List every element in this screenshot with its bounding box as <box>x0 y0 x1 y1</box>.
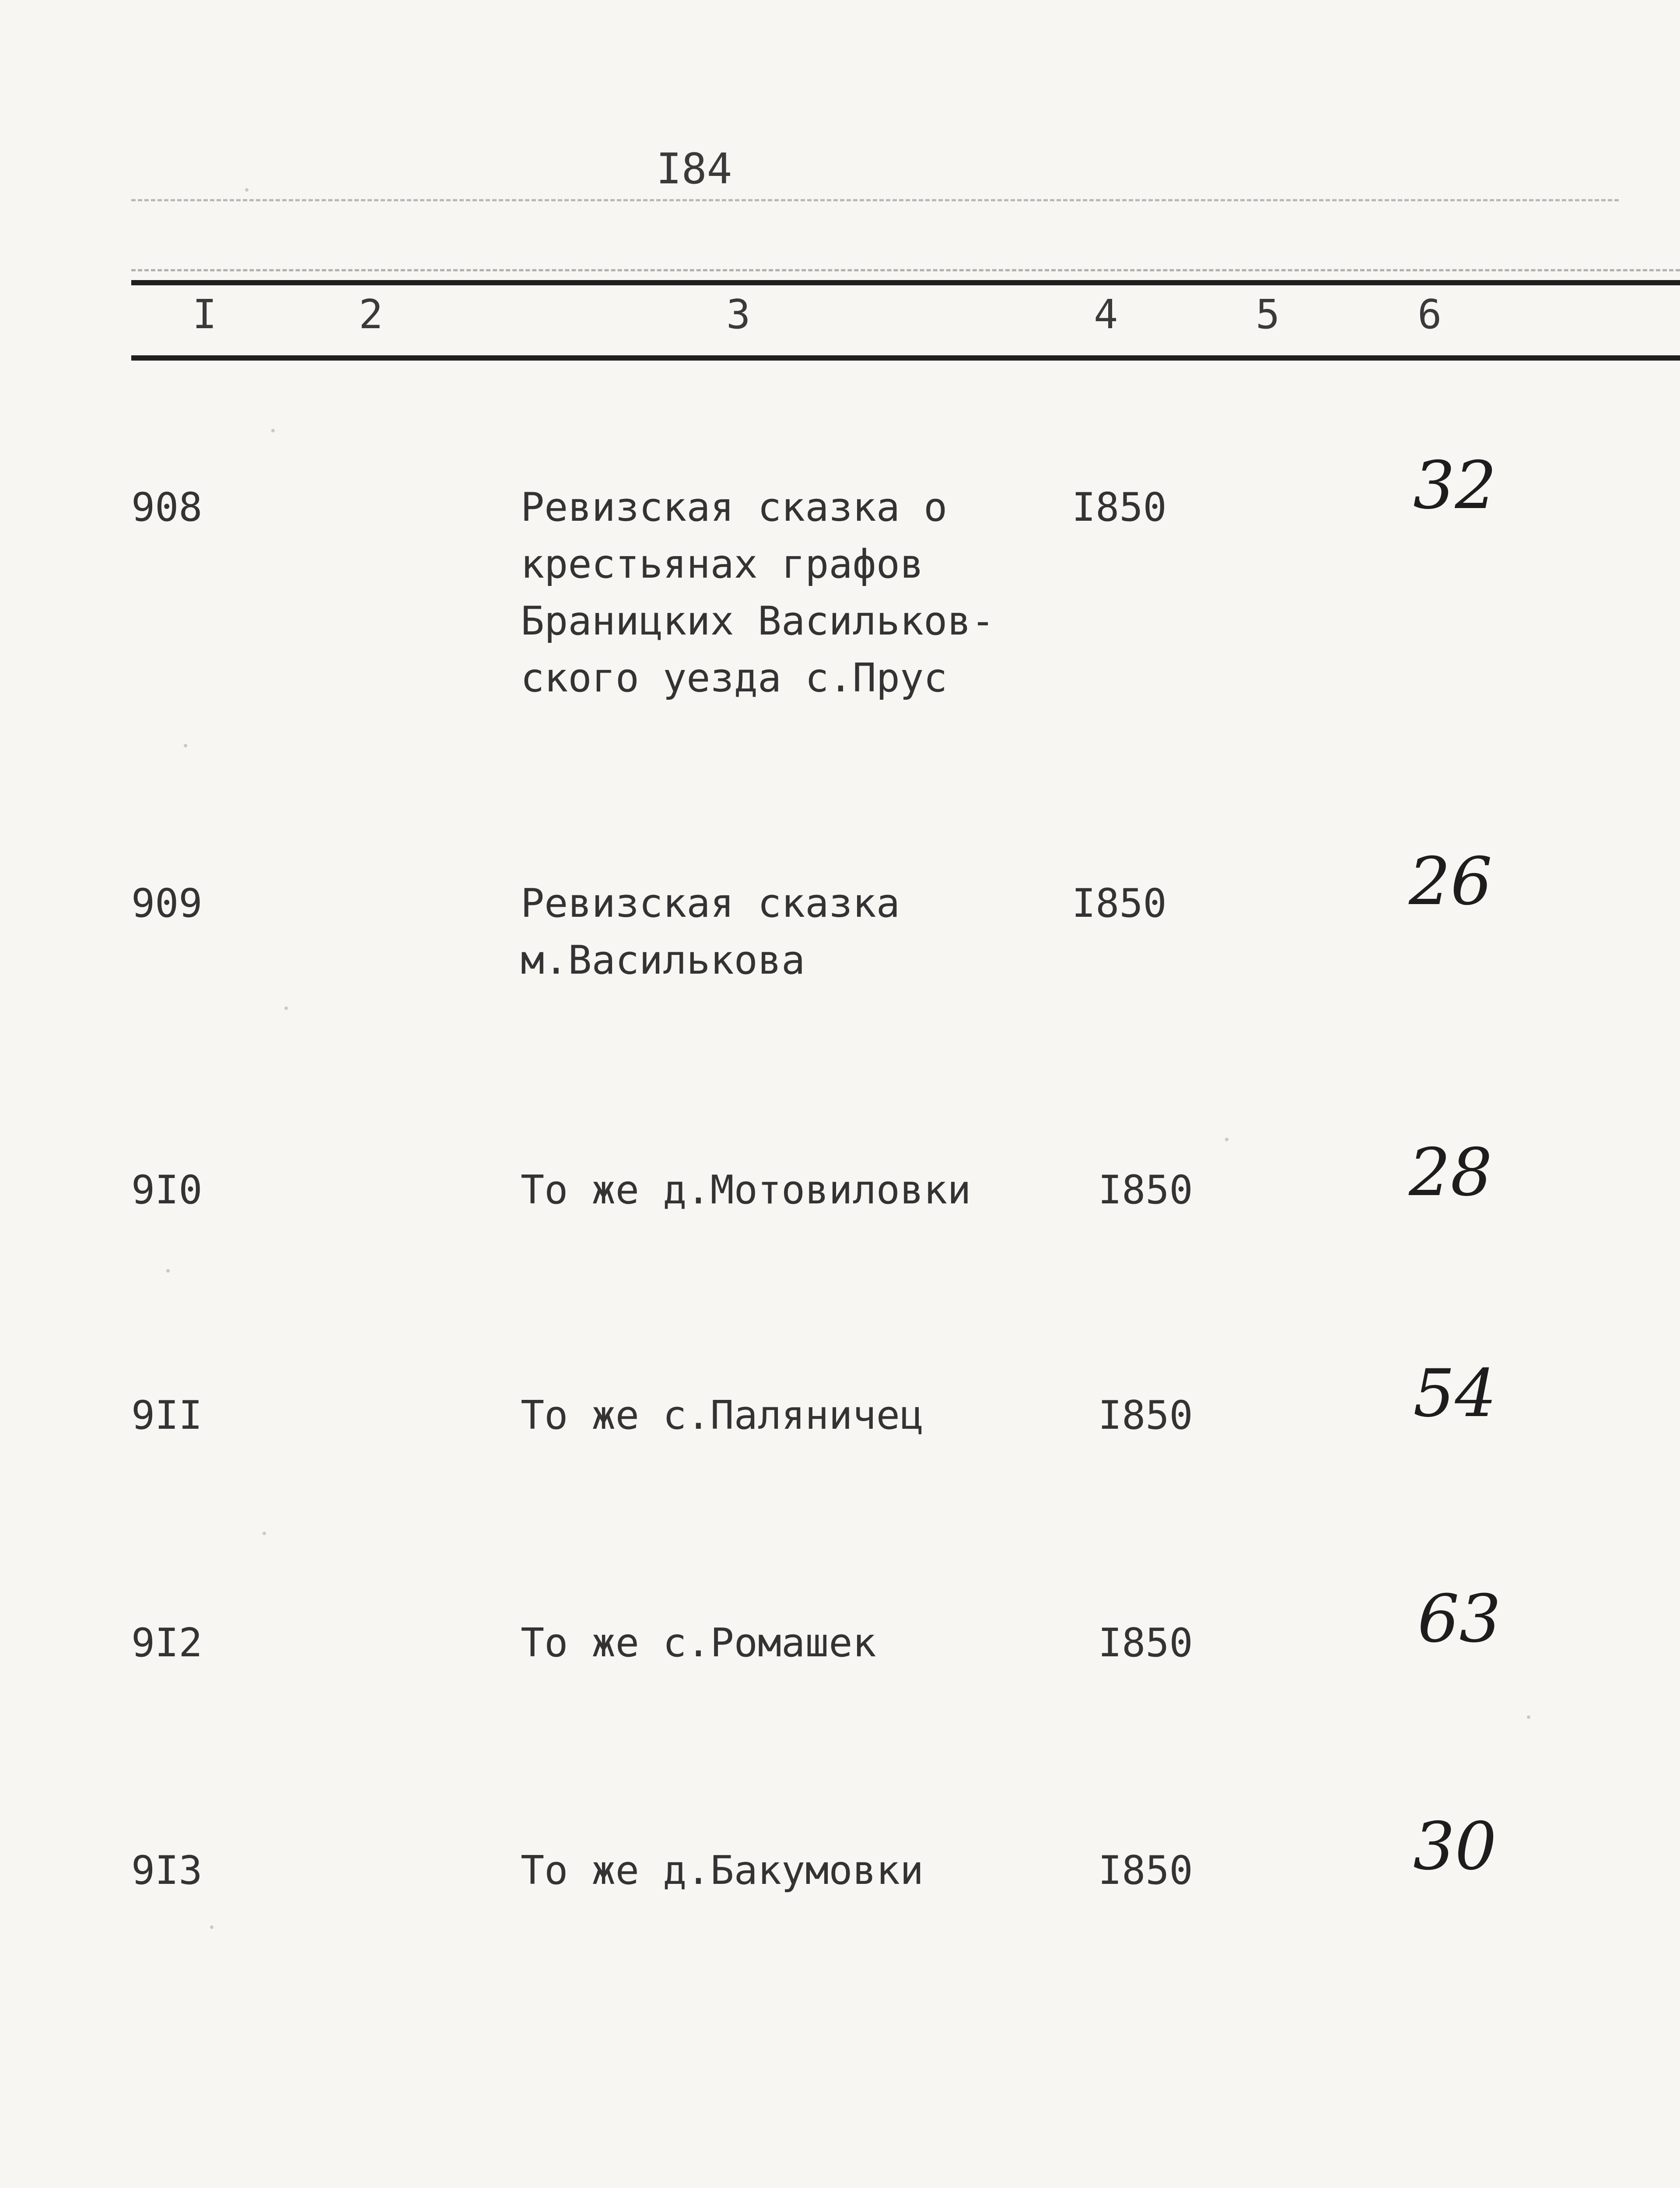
row-year: I850 <box>1072 880 1167 926</box>
column-header-4: 4 <box>1094 291 1118 338</box>
row-title: Ревизская сказка м.Василькова <box>521 880 900 983</box>
scan-speck <box>284 1006 288 1010</box>
row-year: I850 <box>1098 1392 1193 1438</box>
scan-speck <box>271 429 275 432</box>
column-header-6: 6 <box>1418 291 1442 338</box>
dashed-rule-top <box>131 199 1619 201</box>
row-title: Ревизская сказка о крестьянах графов Браницких Васильков- ского уезда с.Прус <box>521 484 995 701</box>
row-title: То же д.Бакумовки <box>521 1848 924 1893</box>
row-sheet-count: 28 <box>1409 1135 1492 1211</box>
column-header-5: 5 <box>1256 291 1280 338</box>
scan-speck <box>166 1269 170 1273</box>
row-sheet-count: 54 <box>1413 1356 1497 1432</box>
header-rule-bottom <box>131 355 1680 361</box>
header-rule-top <box>131 280 1680 285</box>
scan-speck <box>1225 1138 1228 1141</box>
row-number: 909 <box>131 880 203 926</box>
scan-speck <box>1527 1715 1530 1719</box>
row-number: 9II <box>131 1392 203 1438</box>
dashed-rule-header <box>131 269 1680 271</box>
scan-speck <box>262 1532 266 1535</box>
row-number: 9I3 <box>131 1848 203 1893</box>
row-year: I850 <box>1098 1620 1193 1666</box>
scan-speck <box>184 744 187 747</box>
row-year: I850 <box>1098 1167 1193 1213</box>
column-header-2: 2 <box>359 291 383 338</box>
column-header-3: 3 <box>726 291 751 338</box>
scan-speck <box>245 188 248 192</box>
row-number: 908 <box>131 484 203 530</box>
row-sheet-count: 26 <box>1409 844 1492 920</box>
row-sheet-count: 30 <box>1413 1809 1497 1885</box>
page-number: I84 <box>656 144 732 193</box>
row-sheet-count: 63 <box>1418 1581 1501 1657</box>
scan-speck <box>210 1925 214 1929</box>
row-title: То же д.Мотовиловки <box>521 1167 971 1213</box>
row-year: I850 <box>1072 484 1167 530</box>
row-number: 9I0 <box>131 1167 203 1213</box>
row-title: То же с.Паляничец <box>521 1392 924 1438</box>
column-header-1: I <box>192 291 217 338</box>
row-year: I850 <box>1098 1848 1193 1893</box>
row-title: То же с.Ромашек <box>521 1620 876 1666</box>
row-number: 9I2 <box>131 1620 203 1666</box>
row-sheet-count: 32 <box>1413 448 1497 524</box>
